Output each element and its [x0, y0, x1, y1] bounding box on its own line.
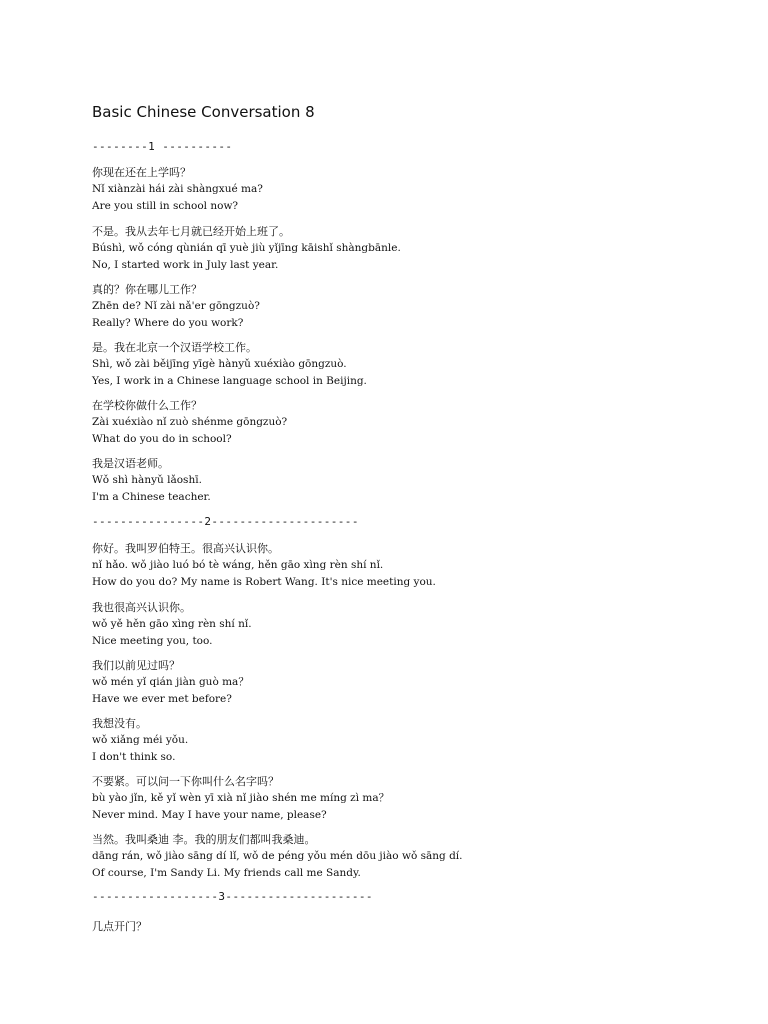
english-line: I don't think so. — [92, 751, 176, 763]
english-line: Of course, I'm Sandy Li. My friends call me Sandy. — [92, 867, 361, 879]
dialogue-entry — [92, 831, 732, 882]
pinyin-line: wǒ yě hěn gāo xìng rèn shí nǐ. — [92, 618, 252, 630]
english-line: I'm a Chinese teacher. — [92, 491, 211, 503]
dialogue-entry — [92, 397, 732, 448]
english-line: No, I started work in July last year. — [92, 259, 279, 271]
english-line: Never mind. May I have your name, please? — [92, 809, 327, 821]
chinese-line: 几点开门？ — [92, 920, 147, 933]
document-title: Basic Chinese Conversation 8 — [92, 103, 315, 121]
pinyin-line: Shì, wǒ zài běijīng yīgè hànyǔ xuéxiào gōngzuò. — [92, 358, 347, 370]
pinyin-line: bù yào jǐn, kě yǐ wèn yī xià nǐ jiào shén me míng zì ma？ — [92, 792, 390, 804]
pinyin-line: nǐ hǎo. wǒ jiào luó bó tè wáng, hěn gāo xìng rèn shí nǐ. — [92, 559, 384, 571]
chinese-line: 不要紧。可以问一下你叫什么名字吗？ — [92, 775, 279, 788]
dialogue-entry — [92, 715, 732, 766]
chinese-line: 真的？你在哪儿工作？ — [92, 283, 202, 296]
dialogue-entry — [92, 599, 732, 650]
chinese-line: 我们以前见过吗？ — [92, 659, 180, 672]
chinese-line: 你好。我叫罗伯特王。很高兴认识你。 — [92, 542, 279, 555]
chinese-line: 你现在还在上学吗？ — [92, 166, 191, 179]
english-line: Nice meeting you, too. — [92, 635, 213, 647]
dialogue-entry — [92, 773, 732, 824]
dialogue-entry — [92, 164, 732, 215]
chinese-line: 在学校你做什么工作？ — [92, 399, 202, 412]
pinyin-line: wǒ xiǎng méi yǒu. — [92, 734, 189, 746]
dialogue-entry — [92, 281, 732, 332]
dialogue-entry — [92, 223, 732, 274]
chinese-line: 不是。我从去年七月就已经开始上班了。 — [92, 225, 290, 238]
section-divider-1: --------1 ---------- — [92, 140, 233, 153]
section-divider-2: ----------------2--------------------- — [92, 515, 359, 528]
english-line: How do you do? My name is Robert Wang. It's nice meeting you. — [92, 576, 436, 588]
chinese-line: 是。我在北京一个汉语学校工作。 — [92, 341, 257, 354]
pinyin-line: wǒ mén yǐ qián jiàn guò ma？ — [92, 676, 249, 688]
english-line: What do you do in school? — [92, 433, 232, 445]
pinyin-line: Wǒ shì hànyǔ lǎoshī. — [92, 474, 202, 486]
pinyin-line: Zài xuéxiào nǐ zuò shénme gōngzuò? — [92, 416, 288, 428]
section-divider-3: ------------------3--------------------- — [92, 890, 373, 903]
pinyin-line: Zhēn de? Nǐ zài nǎ'er gōngzuò? — [92, 300, 260, 312]
pinyin-line: Búshì, wǒ cóng qùnián qī yuè jiù yǐjīng kāishǐ shàngbānle. — [92, 242, 401, 254]
dialogue-entry — [92, 339, 732, 390]
dialogue-entry — [92, 455, 732, 506]
english-line: Yes, I work in a Chinese language school in Beijing. — [92, 375, 367, 387]
chinese-line: 我是汉语老师。 — [92, 457, 169, 470]
english-line: Really? Where do you work? — [92, 317, 244, 329]
chinese-line: 我想没有。 — [92, 717, 147, 730]
english-line: Are you still in school now? — [92, 200, 239, 212]
chinese-line: 当然。我叫桑迪 李。我的朋友们都叫我桑迪。 — [92, 833, 316, 846]
english-line: Have we ever met before? — [92, 693, 232, 705]
pinyin-line: Nǐ xiànzài hái zài shàngxué ma? — [92, 183, 263, 195]
chinese-line: 我也很高兴认识你。 — [92, 601, 191, 614]
dialogue-entry — [92, 540, 732, 591]
pinyin-line: dāng rán, wǒ jiào sāng dí lǐ, wǒ de péng yǒu mén dōu jiào wǒ sāng dí. — [92, 850, 463, 862]
dialogue-entry — [92, 918, 732, 935]
dialogue-entry — [92, 657, 732, 708]
